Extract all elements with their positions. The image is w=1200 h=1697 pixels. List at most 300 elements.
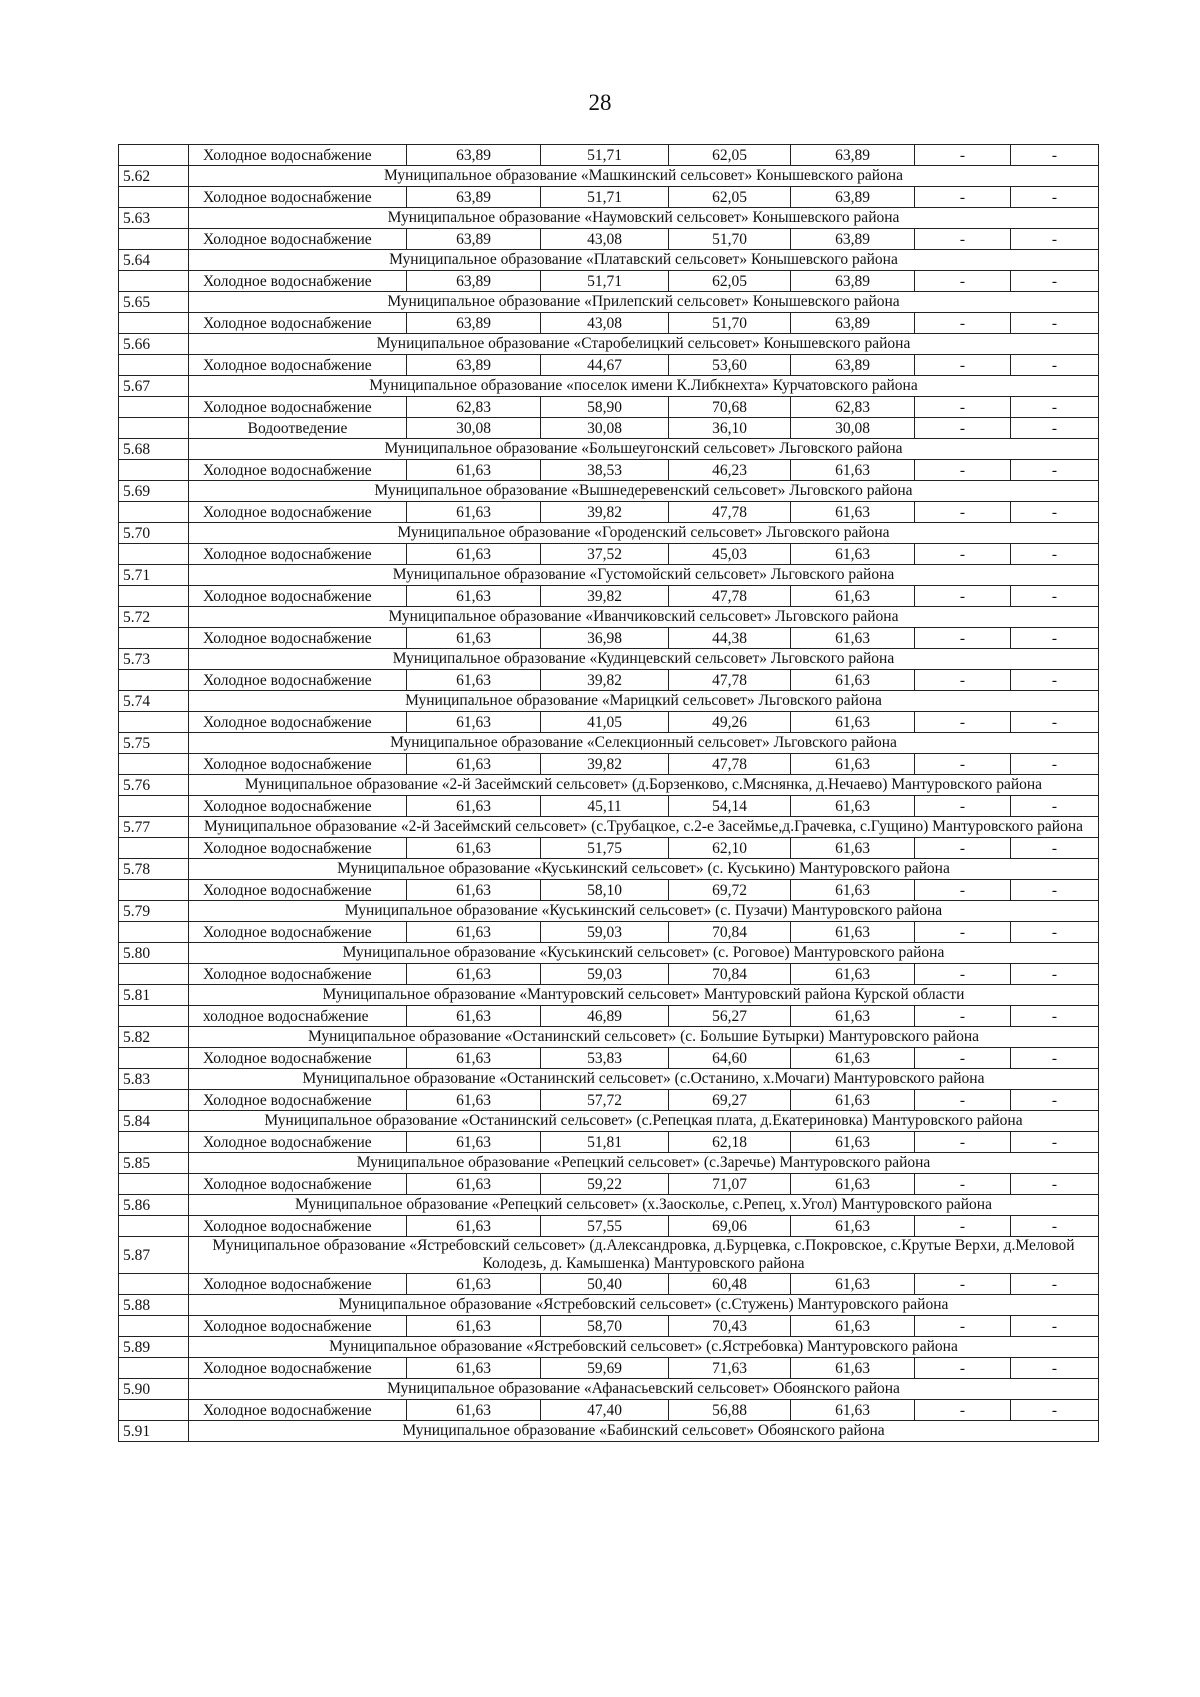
- item-number-cell: 5.74: [119, 691, 189, 712]
- tariff-value-cell: 61,63: [407, 1132, 541, 1153]
- tariff-value-cell: 47,78: [669, 586, 791, 607]
- tariff-value-cell: -: [1011, 1174, 1099, 1195]
- tariff-value-cell: 50,40: [541, 1274, 669, 1295]
- municipality-title-cell: Муниципальное образование «поселок имени К.Либкнехта» Курчатовского района: [189, 376, 1099, 397]
- service-name-cell: Холодное водоснабжение: [189, 1048, 407, 1069]
- item-number-empty-cell: [119, 1400, 189, 1421]
- tariff-value-cell: 39,82: [541, 502, 669, 523]
- tariff-value-cell: 46,23: [669, 460, 791, 481]
- item-number-cell: 5.71: [119, 565, 189, 586]
- municipality-title-cell: Муниципальное образование «Вышнедеревенский сельсовет» Льговского района: [189, 481, 1099, 502]
- municipality-header-row: [119, 901, 1099, 922]
- tariff-value-cell: 61,63: [407, 1274, 541, 1295]
- tariff-value-cell: 61,63: [791, 796, 915, 817]
- municipality-title-cell: Муниципальное образование «Прилепский сельсовет» Конышевского района: [189, 292, 1099, 313]
- tariff-value-cell: 61,63: [791, 460, 915, 481]
- tariff-value-cell: -: [1011, 754, 1099, 775]
- item-number-empty-cell: [119, 460, 189, 481]
- tariff-value-cell: 64,60: [669, 1048, 791, 1069]
- tariff-value-cell: 71,07: [669, 1174, 791, 1195]
- tariff-value-cell: 61,63: [407, 1006, 541, 1027]
- tariff-value-cell: -: [915, 964, 1011, 985]
- tariff-value-cell: 53,83: [541, 1048, 669, 1069]
- municipality-header-row: [119, 334, 1099, 355]
- service-name-cell: Холодное водоснабжение: [189, 754, 407, 775]
- item-number-empty-cell: [119, 313, 189, 334]
- service-name-cell: Холодное водоснабжение: [189, 880, 407, 901]
- tariff-value-cell: -: [1011, 922, 1099, 943]
- tariff-value-cell: 49,26: [669, 712, 791, 733]
- service-name-cell: Холодное водоснабжение: [189, 229, 407, 250]
- service-name-cell: Холодное водоснабжение: [189, 1358, 407, 1379]
- service-name-cell: Холодное водоснабжение: [189, 838, 407, 859]
- municipality-header-row: [119, 565, 1099, 586]
- municipality-header-row: [119, 376, 1099, 397]
- municipality-header-row: [119, 1027, 1099, 1048]
- item-number-cell: 5.89: [119, 1337, 189, 1358]
- tariff-value-cell: -: [1011, 355, 1099, 376]
- tariff-value-cell: 61,63: [407, 1400, 541, 1421]
- tariff-value-cell: 61,63: [407, 922, 541, 943]
- tariff-value-cell: 46,89: [541, 1006, 669, 1027]
- service-name-cell: Холодное водоснабжение: [189, 1132, 407, 1153]
- tariff-value-cell: -: [1011, 796, 1099, 817]
- item-number-empty-cell: [119, 964, 189, 985]
- tariff-value-cell: 59,03: [541, 922, 669, 943]
- tariff-value-cell: -: [915, 586, 1011, 607]
- tariff-value-cell: 45,11: [541, 796, 669, 817]
- service-name-cell: Холодное водоснабжение: [189, 712, 407, 733]
- tariff-value-cell: -: [1011, 418, 1099, 439]
- municipality-title-cell: Муниципальное образование «Останинский сельсовет» (с. Большие Бутырки) Мантуровского района: [189, 1027, 1099, 1048]
- service-row: [119, 460, 1099, 481]
- municipality-header-row: [119, 250, 1099, 271]
- tariff-value-cell: 38,53: [541, 460, 669, 481]
- tariff-value-cell: 61,63: [791, 1048, 915, 1069]
- tariff-value-cell: 62,05: [669, 271, 791, 292]
- service-name-cell: Холодное водоснабжение: [189, 586, 407, 607]
- tariff-value-cell: -: [915, 1006, 1011, 1027]
- tariff-value-cell: 36,98: [541, 628, 669, 649]
- item-number-cell: 5.76: [119, 775, 189, 796]
- tariff-value-cell: 44,38: [669, 628, 791, 649]
- tariff-value-cell: 44,67: [541, 355, 669, 376]
- tariff-value-cell: 56,88: [669, 1400, 791, 1421]
- item-number-cell: 5.67: [119, 376, 189, 397]
- item-number-empty-cell: [119, 1090, 189, 1111]
- tariff-value-cell: 47,40: [541, 1400, 669, 1421]
- tariff-value-cell: 61,63: [791, 1274, 915, 1295]
- tariff-value-cell: 63,89: [407, 187, 541, 208]
- service-row: [119, 1090, 1099, 1111]
- municipality-title-cell: Муниципальное образование «Густомойский сельсовет» Льговского района: [189, 565, 1099, 586]
- municipality-title-cell: Муниципальное образование «Ястребовский сельсовет» (д.Александровка, д.Бурцевка, с.Покровское, с.Крутые Верхи, д.Меловой Колодезь, д. Камышенка) Мантуровского района: [189, 1237, 1099, 1274]
- item-number-cell: 5.66: [119, 334, 189, 355]
- tariff-value-cell: 39,82: [541, 670, 669, 691]
- item-number-cell: 5.63: [119, 208, 189, 229]
- page-number: 28: [588, 90, 612, 115]
- item-number-cell: 5.70: [119, 523, 189, 544]
- tariff-value-cell: 57,55: [541, 1216, 669, 1237]
- item-number-empty-cell: [119, 796, 189, 817]
- tariff-value-cell: 61,63: [407, 460, 541, 481]
- item-number-empty-cell: [119, 1048, 189, 1069]
- service-row: [119, 418, 1099, 439]
- municipality-header-row: [119, 775, 1099, 796]
- tariff-value-cell: 58,10: [541, 880, 669, 901]
- municipality-header-row: [119, 859, 1099, 880]
- item-number-empty-cell: [119, 1216, 189, 1237]
- service-row: [119, 1048, 1099, 1069]
- item-number-cell: 5.81: [119, 985, 189, 1006]
- tariff-value-cell: -: [915, 670, 1011, 691]
- tariff-value-cell: -: [1011, 1400, 1099, 1421]
- service-row: [119, 1358, 1099, 1379]
- tariff-value-cell: -: [915, 796, 1011, 817]
- tariff-table: [118, 144, 1099, 1442]
- tariff-value-cell: 47,78: [669, 754, 791, 775]
- tariff-value-cell: 61,63: [791, 544, 915, 565]
- tariff-value-cell: 61,63: [791, 1316, 915, 1337]
- item-number-empty-cell: [119, 838, 189, 859]
- service-row: [119, 1216, 1099, 1237]
- tariff-value-cell: -: [915, 271, 1011, 292]
- municipality-header-row: [119, 691, 1099, 712]
- tariff-value-cell: -: [915, 754, 1011, 775]
- tariff-value-cell: -: [1011, 838, 1099, 859]
- item-number-cell: 5.88: [119, 1295, 189, 1316]
- tariff-value-cell: 30,08: [407, 418, 541, 439]
- item-number-empty-cell: [119, 355, 189, 376]
- service-name-cell: Холодное водоснабжение: [189, 628, 407, 649]
- tariff-value-cell: 70,84: [669, 964, 791, 985]
- tariff-value-cell: -: [1011, 229, 1099, 250]
- tariff-value-cell: 70,84: [669, 922, 791, 943]
- tariff-value-cell: 51,71: [541, 271, 669, 292]
- tariff-value-cell: 61,63: [407, 502, 541, 523]
- tariff-value-cell: 61,63: [791, 1216, 915, 1237]
- item-number-empty-cell: [119, 922, 189, 943]
- municipality-header-row: [119, 1295, 1099, 1316]
- tariff-value-cell: 63,89: [791, 271, 915, 292]
- municipality-header-row: [119, 523, 1099, 544]
- service-row: [119, 1132, 1099, 1153]
- item-number-cell: 5.91: [119, 1421, 189, 1442]
- tariff-value-cell: 58,90: [541, 397, 669, 418]
- municipality-header-row: [119, 1111, 1099, 1132]
- tariff-value-cell: 43,08: [541, 313, 669, 334]
- tariff-value-cell: -: [915, 1358, 1011, 1379]
- tariff-value-cell: 62,10: [669, 838, 791, 859]
- municipality-title-cell: Муниципальное образование «Кудинцевский сельсовет» Льговского района: [189, 649, 1099, 670]
- tariff-value-cell: -: [1011, 586, 1099, 607]
- tariff-value-cell: -: [1011, 1048, 1099, 1069]
- tariff-value-cell: 51,71: [541, 145, 669, 166]
- tariff-value-cell: 43,08: [541, 229, 669, 250]
- tariff-value-cell: 57,72: [541, 1090, 669, 1111]
- item-number-cell: 5.84: [119, 1111, 189, 1132]
- tariff-value-cell: -: [1011, 397, 1099, 418]
- municipality-header-row: [119, 208, 1099, 229]
- service-row: [119, 1274, 1099, 1295]
- service-row: [119, 271, 1099, 292]
- service-name-cell: Холодное водоснабжение: [189, 1274, 407, 1295]
- municipality-title-cell: Муниципальное образование «Наумовский сельсовет» Конышевского района: [189, 208, 1099, 229]
- municipality-title-cell: Муниципальное образование «Платавский сельсовет» Конышевского района: [189, 250, 1099, 271]
- tariff-value-cell: 51,70: [669, 313, 791, 334]
- tariff-value-cell: 61,63: [791, 1358, 915, 1379]
- municipality-title-cell: Муниципальное образование «Куськинский сельсовет» (с. Куськино) Мантуровского района: [189, 859, 1099, 880]
- municipality-header-row: [119, 1153, 1099, 1174]
- item-number-empty-cell: [119, 418, 189, 439]
- service-row: [119, 1316, 1099, 1337]
- service-row: [119, 796, 1099, 817]
- tariff-value-cell: 63,89: [407, 229, 541, 250]
- item-number-empty-cell: [119, 754, 189, 775]
- tariff-value-cell: 30,08: [791, 418, 915, 439]
- tariff-value-cell: 61,63: [407, 1174, 541, 1195]
- tariff-value-cell: 61,63: [407, 1358, 541, 1379]
- municipality-header-row: [119, 292, 1099, 313]
- tariff-value-cell: 39,82: [541, 586, 669, 607]
- item-number-cell: 5.69: [119, 481, 189, 502]
- service-row: [119, 544, 1099, 565]
- municipality-header-row: [119, 733, 1099, 754]
- municipality-header-row: [119, 1421, 1099, 1442]
- municipality-header-row: [119, 607, 1099, 628]
- tariff-value-cell: -: [1011, 544, 1099, 565]
- item-number-empty-cell: [119, 628, 189, 649]
- item-number-empty-cell: [119, 1316, 189, 1337]
- municipality-title-cell: Муниципальное образование «Бабинский сельсовет» Обоянского района: [189, 1421, 1099, 1442]
- service-name-cell: Холодное водоснабжение: [189, 544, 407, 565]
- service-name-cell: Водоотведение: [189, 418, 407, 439]
- tariff-value-cell: 70,68: [669, 397, 791, 418]
- service-row: [119, 964, 1099, 985]
- tariff-value-cell: 36,10: [669, 418, 791, 439]
- tariff-value-cell: -: [1011, 187, 1099, 208]
- tariff-value-cell: 69,72: [669, 880, 791, 901]
- tariff-value-cell: 63,89: [407, 271, 541, 292]
- tariff-value-cell: 56,27: [669, 1006, 791, 1027]
- tariff-value-cell: -: [1011, 1006, 1099, 1027]
- tariff-value-cell: 61,63: [791, 964, 915, 985]
- tariff-value-cell: 61,63: [407, 880, 541, 901]
- tariff-value-cell: 54,14: [669, 796, 791, 817]
- item-number-cell: 5.75: [119, 733, 189, 754]
- tariff-value-cell: 39,82: [541, 754, 669, 775]
- municipality-header-row: [119, 943, 1099, 964]
- municipality-title-cell: Муниципальное образование «Куськинский сельсовет» (с. Пузачи) Мантуровского района: [189, 901, 1099, 922]
- item-number-cell: 5.90: [119, 1379, 189, 1400]
- item-number-empty-cell: [119, 586, 189, 607]
- service-row: [119, 838, 1099, 859]
- tariff-value-cell: -: [915, 313, 1011, 334]
- tariff-value-cell: -: [1011, 1358, 1099, 1379]
- tariff-value-cell: -: [915, 1174, 1011, 1195]
- tariff-value-cell: 63,89: [791, 145, 915, 166]
- tariff-value-cell: 61,63: [791, 586, 915, 607]
- tariff-value-cell: 61,63: [407, 838, 541, 859]
- municipality-header-row: [119, 1379, 1099, 1400]
- municipality-title-cell: Муниципальное образование «2-й Засеймский сельсовет» (д.Борзенково, с.Мяснянка, д.Нечаево) Мантуровского района: [189, 775, 1099, 796]
- item-number-cell: 5.87: [119, 1237, 189, 1274]
- tariff-value-cell: 37,52: [541, 544, 669, 565]
- tariff-value-cell: 61,63: [791, 922, 915, 943]
- tariff-value-cell: 41,05: [541, 712, 669, 733]
- municipality-header-row: [119, 166, 1099, 187]
- tariff-value-cell: 61,63: [407, 670, 541, 691]
- tariff-value-cell: 61,63: [791, 880, 915, 901]
- tariff-value-cell: 61,63: [791, 712, 915, 733]
- item-number-empty-cell: [119, 544, 189, 565]
- municipality-header-row: [119, 649, 1099, 670]
- service-row: [119, 313, 1099, 334]
- tariff-value-cell: -: [915, 1216, 1011, 1237]
- item-number-empty-cell: [119, 712, 189, 733]
- service-row: [119, 1174, 1099, 1195]
- tariff-value-cell: 61,63: [407, 544, 541, 565]
- tariff-value-cell: 62,18: [669, 1132, 791, 1153]
- tariff-value-cell: 61,63: [791, 670, 915, 691]
- tariff-value-cell: 61,63: [407, 754, 541, 775]
- service-name-cell: Холодное водоснабжение: [189, 1090, 407, 1111]
- item-number-empty-cell: [119, 670, 189, 691]
- service-name-cell: Холодное водоснабжение: [189, 187, 407, 208]
- tariff-value-cell: 61,63: [407, 1048, 541, 1069]
- tariff-value-cell: 61,63: [407, 1216, 541, 1237]
- tariff-value-cell: 51,71: [541, 187, 669, 208]
- tariff-value-cell: 69,06: [669, 1216, 791, 1237]
- service-name-cell: Холодное водоснабжение: [189, 145, 407, 166]
- service-name-cell: Холодное водоснабжение: [189, 313, 407, 334]
- tariff-value-cell: 61,63: [791, 1400, 915, 1421]
- item-number-cell: 5.65: [119, 292, 189, 313]
- tariff-value-cell: -: [1011, 1132, 1099, 1153]
- tariff-value-cell: 62,05: [669, 145, 791, 166]
- service-row: [119, 229, 1099, 250]
- tariff-value-cell: 61,63: [791, 754, 915, 775]
- item-number-empty-cell: [119, 1006, 189, 1027]
- tariff-value-cell: 61,63: [791, 1132, 915, 1153]
- municipality-title-cell: Муниципальное образование «Иванчиковский сельсовет» Льговского района: [189, 607, 1099, 628]
- item-number-empty-cell: [119, 1358, 189, 1379]
- municipality-header-row: [119, 1237, 1099, 1274]
- tariff-value-cell: -: [915, 1090, 1011, 1111]
- tariff-value-cell: -: [915, 397, 1011, 418]
- tariff-value-cell: 61,63: [791, 1090, 915, 1111]
- tariff-value-cell: 61,63: [407, 712, 541, 733]
- tariff-value-cell: 45,03: [669, 544, 791, 565]
- tariff-value-cell: -: [915, 229, 1011, 250]
- tariff-value-cell: 61,63: [407, 964, 541, 985]
- service-name-cell: Холодное водоснабжение: [189, 460, 407, 481]
- service-name-cell: Холодное водоснабжение: [189, 271, 407, 292]
- item-number-empty-cell: [119, 271, 189, 292]
- tariff-value-cell: 60,48: [669, 1274, 791, 1295]
- service-row: [119, 922, 1099, 943]
- item-number-empty-cell: [119, 880, 189, 901]
- tariff-value-cell: -: [1011, 880, 1099, 901]
- tariff-value-cell: 62,83: [407, 397, 541, 418]
- service-name-cell: Холодное водоснабжение: [189, 502, 407, 523]
- tariff-value-cell: -: [1011, 460, 1099, 481]
- service-row: [119, 628, 1099, 649]
- tariff-value-cell: -: [915, 628, 1011, 649]
- tariff-value-cell: 47,78: [669, 502, 791, 523]
- tariff-value-cell: -: [915, 880, 1011, 901]
- tariff-value-cell: -: [915, 922, 1011, 943]
- tariff-value-cell: -: [1011, 313, 1099, 334]
- tariff-value-cell: -: [915, 544, 1011, 565]
- tariff-value-cell: -: [915, 1132, 1011, 1153]
- tariff-value-cell: -: [1011, 1216, 1099, 1237]
- tariff-value-cell: 47,78: [669, 670, 791, 691]
- tariff-value-cell: 63,89: [407, 313, 541, 334]
- service-name-cell: Холодное водоснабжение: [189, 1316, 407, 1337]
- municipality-header-row: [119, 817, 1099, 838]
- service-name-cell: Холодное водоснабжение: [189, 355, 407, 376]
- tariff-value-cell: -: [1011, 964, 1099, 985]
- service-name-cell: Холодное водоснабжение: [189, 1174, 407, 1195]
- item-number-empty-cell: [119, 1274, 189, 1295]
- tariff-value-cell: 51,70: [669, 229, 791, 250]
- tariff-value-cell: -: [915, 145, 1011, 166]
- municipality-header-row: [119, 439, 1099, 460]
- service-row: [119, 586, 1099, 607]
- service-row: [119, 880, 1099, 901]
- tariff-value-cell: 61,63: [791, 628, 915, 649]
- tariff-value-cell: 61,63: [407, 796, 541, 817]
- tariff-value-cell: 58,70: [541, 1316, 669, 1337]
- municipality-header-row: [119, 1069, 1099, 1090]
- item-number-cell: 5.83: [119, 1069, 189, 1090]
- tariff-value-cell: -: [1011, 712, 1099, 733]
- tariff-value-cell: -: [915, 1048, 1011, 1069]
- item-number-cell: 5.68: [119, 439, 189, 460]
- service-name-cell: Холодное водоснабжение: [189, 922, 407, 943]
- tariff-value-cell: -: [1011, 670, 1099, 691]
- tariff-value-cell: 61,63: [791, 1006, 915, 1027]
- service-row: [119, 145, 1099, 166]
- service-row: [119, 397, 1099, 418]
- service-name-cell: Холодное водоснабжение: [189, 670, 407, 691]
- municipality-title-cell: Муниципальное образование «Ястребовский сельсовет» (с.Ястребовка) Мантуровского района: [189, 1337, 1099, 1358]
- item-number-cell: 5.86: [119, 1195, 189, 1216]
- service-row: [119, 670, 1099, 691]
- tariff-value-cell: -: [1011, 628, 1099, 649]
- tariff-value-cell: -: [915, 502, 1011, 523]
- tariff-value-cell: 61,63: [791, 838, 915, 859]
- tariff-value-cell: 63,89: [791, 355, 915, 376]
- tariff-value-cell: 61,63: [407, 586, 541, 607]
- tariff-value-cell: -: [1011, 1090, 1099, 1111]
- municipality-title-cell: Муниципальное образование «Машкинский сельсовет» Конышевского района: [189, 166, 1099, 187]
- item-number-empty-cell: [119, 502, 189, 523]
- item-number-cell: 5.80: [119, 943, 189, 964]
- tariff-value-cell: 59,03: [541, 964, 669, 985]
- item-number-cell: 5.79: [119, 901, 189, 922]
- service-row: [119, 1400, 1099, 1421]
- tariff-value-cell: -: [915, 1400, 1011, 1421]
- item-number-cell: 5.78: [119, 859, 189, 880]
- tariff-value-cell: 51,75: [541, 838, 669, 859]
- item-number-empty-cell: [119, 187, 189, 208]
- municipality-header-row: [119, 481, 1099, 502]
- municipality-title-cell: Муниципальное образование «Репецкий сельсовет» (с.Заречье) Мантуровского района: [189, 1153, 1099, 1174]
- service-name-cell: холодное водоснабжение: [189, 1006, 407, 1027]
- service-row: [119, 1006, 1099, 1027]
